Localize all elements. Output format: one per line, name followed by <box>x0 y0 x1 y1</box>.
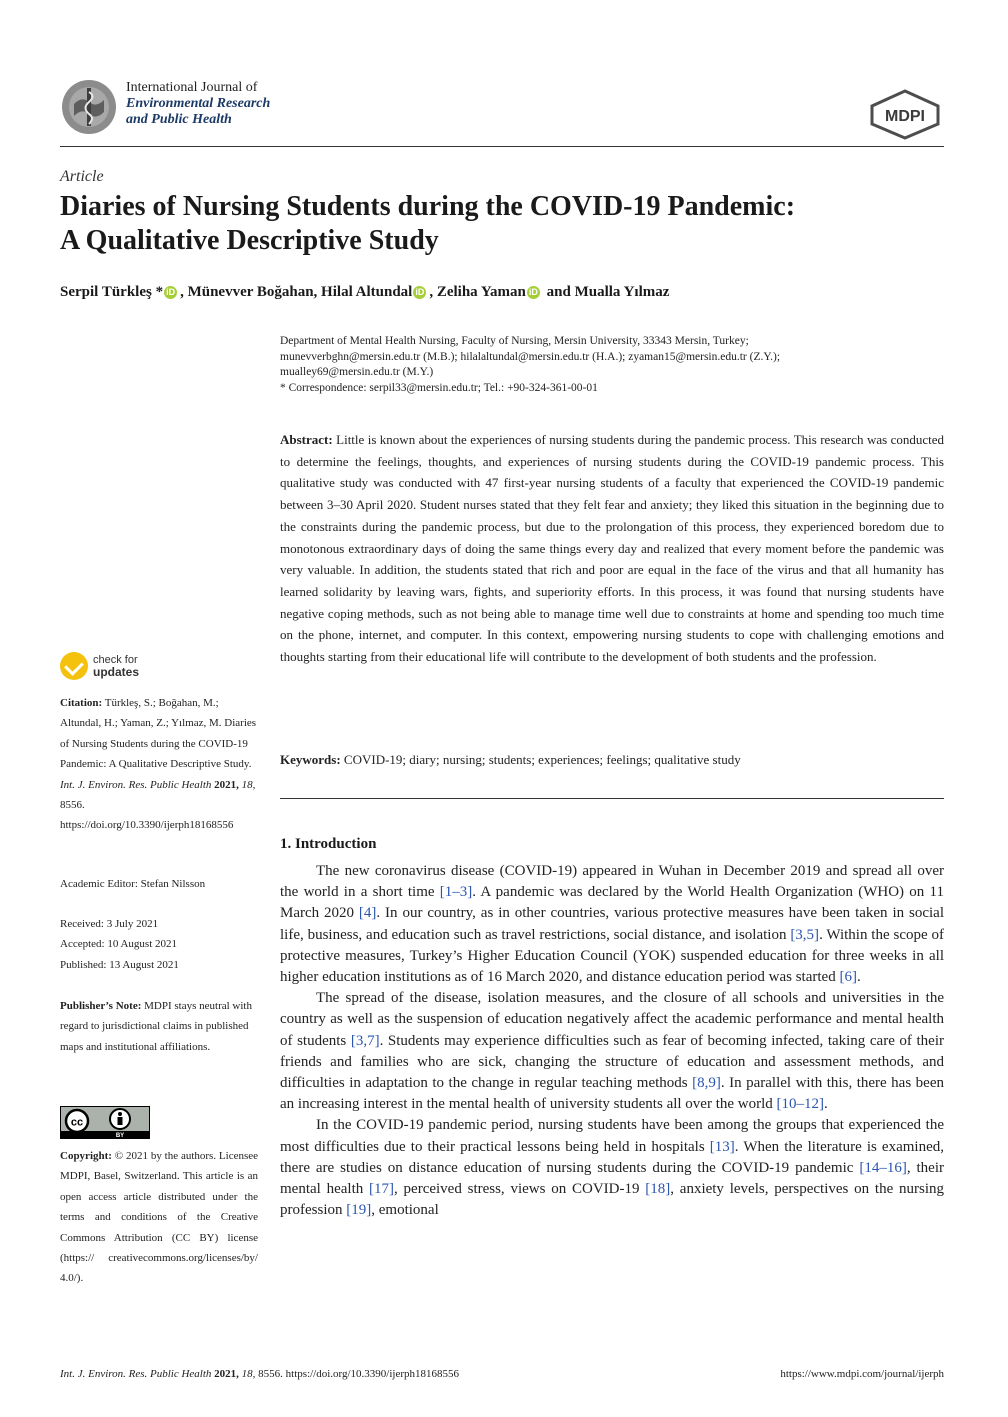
orcid-icon[interactable]: iD <box>415 287 425 297</box>
orcid-icon[interactable]: iD <box>166 287 176 297</box>
paragraph <box>280 861 944 988</box>
dates-block <box>60 914 258 975</box>
header-divider <box>60 146 944 147</box>
journal-name-line2: Environmental Research <box>126 96 271 111</box>
check-for-updates-label <box>93 654 139 678</box>
received-date: Received: 3 July 2021 <box>60 918 159 930</box>
citation-link[interactable]: [3,7] <box>350 1032 380 1049</box>
text-run: . In parallel with this, there has been an increasing interest in the mental health of university students all over the world <box>280 1075 944 1113</box>
citation-label: Citation: <box>60 697 103 709</box>
by-mark: BY <box>115 1133 125 1139</box>
note-label: Publisher’s Note: <box>60 1000 142 1012</box>
editor-name: Stefan Nilsson <box>140 878 206 890</box>
editor-label: Academic Editor: <box>60 878 138 890</box>
author-1: Serpil Türkleş * <box>60 284 164 300</box>
keywords-label: Keywords: <box>280 752 341 767</box>
citation-link[interactable]: [14–16] <box>859 1159 907 1176</box>
paper-title <box>60 190 944 258</box>
citation-link[interactable]: [17] <box>369 1181 395 1198</box>
check-icon <box>60 652 88 680</box>
text-run: , anxiety levels, perspectives on the nursing profession <box>280 1181 944 1219</box>
cc-by-license-icon[interactable] <box>60 1106 150 1139</box>
citation-link[interactable]: [13] <box>709 1138 735 1155</box>
citation-text: Türkleş, S.; Boğahan, M.; Altundal, H.; Yaman, Z.; Yılmaz, M. Diaries of Nursing Students during the COVID-19 Pandemic: A Qualitative Descriptive Study. <box>60 697 257 771</box>
author-list <box>60 284 944 301</box>
text-run: , their mental health <box>280 1159 944 1198</box>
publisher-name: MDPI <box>885 108 925 125</box>
text-run: . <box>856 969 861 986</box>
article-type: Article <box>60 168 104 185</box>
citation-year: 2021, <box>214 778 239 791</box>
citation-journal: Int. J. Environ. Res. Public Health <box>60 778 212 791</box>
accepted-date: Accepted: 10 August 2021 <box>60 938 178 951</box>
cc-mark: cc <box>70 1116 84 1129</box>
text-run: . Within the scope of protective measures, Turkey’s Higher Education Council (YOK) suspended education for three weeks in all higher education institutions as of 16 March 2020, and distance education period was started <box>280 926 944 986</box>
keywords <box>280 752 944 768</box>
citation-link[interactable]: [6] <box>839 969 857 986</box>
journal-name <box>126 80 270 128</box>
citation-doi[interactable]: 8556. https://doi.org/10.3390/ijerph18168556 <box>60 799 234 832</box>
note-text: MDPI stays neutral with regard to jurisdictional claims in published maps and institutional affiliations. <box>60 1000 252 1053</box>
section-heading-introduction: 1. Introduction <box>280 836 377 852</box>
title-line2: A Qualitative Descriptive Study <box>60 225 439 256</box>
copyright-label: Copyright: <box>60 1150 112 1162</box>
text-run: , emotional <box>371 1202 439 1219</box>
check-line: check for <box>93 654 138 666</box>
author-2-3: , Münevver Boğahan, Hilal Altundal <box>180 284 413 300</box>
affiliation-emails: mualley69@mersin.edu.tr (M.Y.) <box>280 366 434 378</box>
citation-link[interactable]: [8,9] <box>692 1075 721 1092</box>
author-5: and Mualla Yılmaz <box>542 284 670 300</box>
correspondence: * Correspondence: serpil33@mersin.edu.tr; Tel.: +90-324-361-00-01 <box>280 381 598 394</box>
footer-journal: Int. J. Environ. Res. Public Health <box>60 1368 212 1380</box>
text-run: , perceived stress, views on COVID-19 <box>394 1181 646 1198</box>
citation-link[interactable]: [19] <box>346 1202 372 1219</box>
citation-block <box>60 693 258 836</box>
academic-editor <box>60 874 258 894</box>
text-run: . When the literature is examined, there are studies on distance education of nursing students during the COVID-19 pandemic <box>280 1138 944 1176</box>
text-run: The spread of the disease, isolation measures, and the closure of all schools and universities in the country as well as the suspension of education negatively affect the academic performance and mental health of students <box>280 990 944 1049</box>
affiliation-block <box>280 334 944 396</box>
citation-link[interactable]: [10–12] <box>776 1096 825 1113</box>
footer-journal-url[interactable]: https://www.mdpi.com/journal/ijerph <box>780 1368 944 1380</box>
author-4: , Zeliha Yaman <box>429 284 526 300</box>
citation-volume: 18, <box>241 778 256 791</box>
footer-doi[interactable]: 8556. https://doi.org/10.3390/ijerph18168556 <box>258 1368 460 1380</box>
publishers-note <box>60 996 258 1057</box>
text-run: . In our country, as in other countries, various protective measures have been taken in social life, business, and education such as travel restrictions, social distance, and isolation <box>280 905 944 943</box>
text-run: In the COVID-19 pandemic period, nursing students have been among the groups that experienced the most difficulties due to their practical lessons being held in hospitals <box>280 1117 944 1155</box>
paragraph <box>280 1115 944 1221</box>
citation-link[interactable]: [4] <box>358 905 377 922</box>
journal-name-line3: and Public Health <box>126 112 232 127</box>
text-run: The new coronavirus disease (COVID-19) appeared in Wuhan in December 2019 and spread all over the world in a short time <box>280 863 944 901</box>
text-run: . <box>824 1096 828 1113</box>
orcid-icon[interactable]: iD <box>528 287 538 297</box>
copyright-text: © 2021 by the authors. Licensee MDPI, Basel, Switzerland. This article is an open access article distributed under the terms and conditions of the Creative Commons Attribution (CC BY) license (https:// creativecommons.org/licenses/by/ 4.0/). <box>60 1150 259 1285</box>
copyright-block <box>60 1146 258 1289</box>
keywords-text: COVID-19; diary; nursing; students; experiences; feelings; qualitative study <box>343 752 741 767</box>
published-date: Published: 13 August 2021 <box>60 958 179 971</box>
journal-name-line1: International Journal of <box>126 80 258 95</box>
citation-link[interactable]: [1–3] <box>439 884 473 901</box>
footer-volume: 18, <box>241 1368 256 1380</box>
abstract <box>280 429 944 668</box>
citation-link[interactable]: [18] <box>645 1181 671 1198</box>
citation-link[interactable]: [3,5] <box>790 926 820 943</box>
abstract-text: Little is known about the experiences of nursing students during the pandemic process. This research was conducted to determine the feelings, thoughts, and experiences of nursing students during the COVID-19 pandemic process. This qualitative study was conducted with 47 first-year nursing students of a faculty that experienced the COVID-19 pandemic between 3–30 April 2020. Student nurses stated that they felt fear and anxiety; they liked this situation in the beginning due to the constraints during the pandemic process, but due to the prolongation of this process, they experienced boredom due to monotonous extraordinary days of doing the same things every day and realized that every moment before the pandemic was very valuable. In addition, the students stated that rich and poor are equal in the face of the virus and that all humanity has learned solidarity by leaving wars, fights, and superiority efforts. In this process, it was found that nursing students have negative coping methods, such as not being able to manage time well due to constraints at home and spending too much time on the phone, internet, and computer. In this context, empowering nursing students to cope with challenging emotions and thoughts starting from their educational life will contribute to the development of both students and the profession. <box>280 432 944 665</box>
check-for-updates-button[interactable] <box>60 652 200 686</box>
affiliation-line: Department of Mental Health Nursing, Faculty of Nursing, Mersin University, 33343 Mersin, Turkey; <box>280 335 749 347</box>
footer-year: 2021, <box>214 1368 239 1380</box>
journal-logo-icon <box>60 78 118 136</box>
text-run: . Students may experience difficulties such as fear of becoming infected, taking care of their friends and families who are sick, changing the structure of education and assessment methods, and difficulties in adaptation to the change in regular teaching methods <box>280 1032 944 1092</box>
mdpi-logo-icon <box>866 88 944 140</box>
abstract-label: Abstract: <box>280 432 333 447</box>
footer-citation <box>60 1368 459 1380</box>
text-run: . A pandemic was declared by the World Health Organization (WHO) on 11 March 2020 <box>280 884 944 922</box>
abstract-divider <box>280 798 944 799</box>
affiliation-emails: munevverbghn@mersin.edu.tr (M.B.); hilalaltundal@mersin.edu.tr (H.A.); zyaman15@mersin.edu.tr (Z.Y.); <box>280 350 781 363</box>
paragraph <box>280 988 944 1115</box>
check-line: updates <box>93 665 140 679</box>
title-line1: Diaries of Nursing Students during the COVID-19 Pandemic: <box>60 191 796 222</box>
introduction-body <box>280 861 944 1221</box>
